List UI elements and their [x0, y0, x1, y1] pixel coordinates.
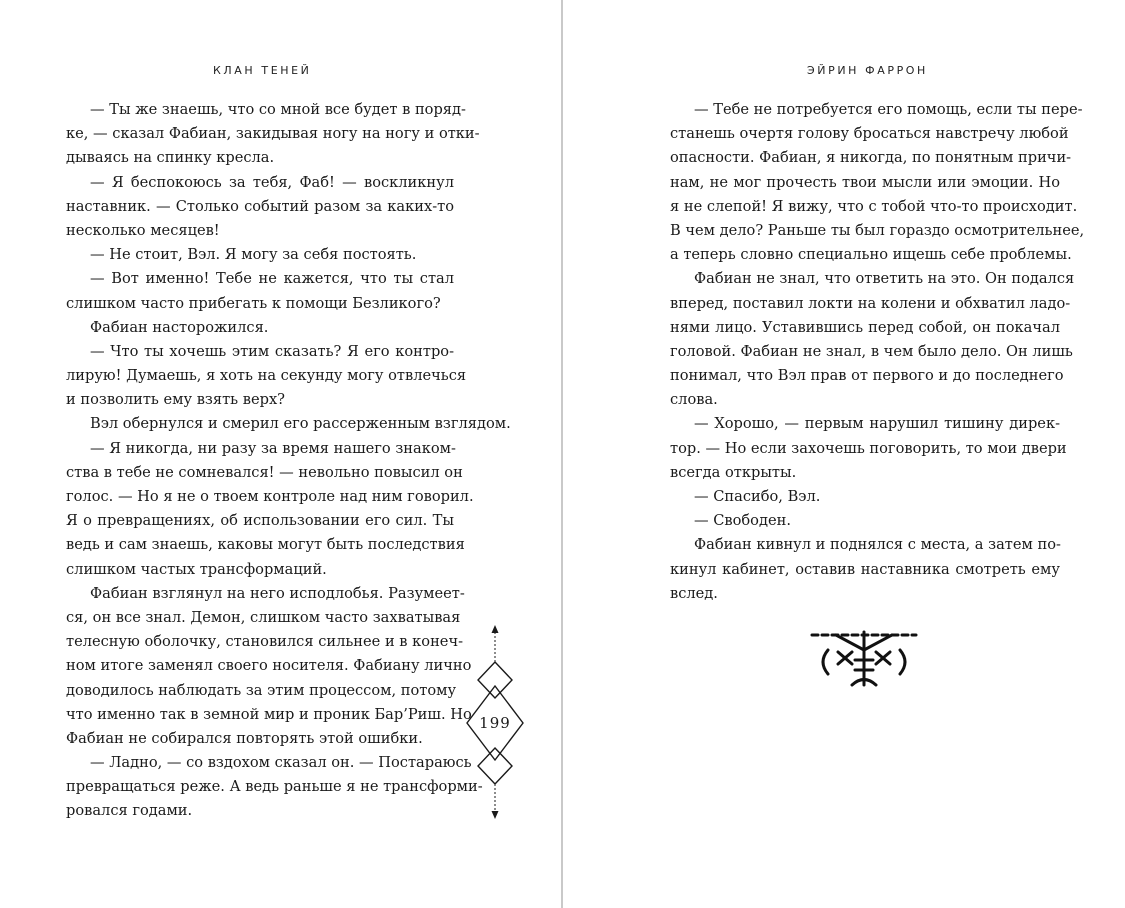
- text-line: ства в тебе не сомневался! — невольно повысил он: [66, 463, 463, 481]
- text-line: ровался годами.: [66, 802, 193, 820]
- text-line: слишком часто прибегать к помощи Безликого?: [66, 294, 441, 312]
- text-line: наставник. — Столько событий разом за каких-то: [66, 197, 454, 215]
- text-line: ся, он все знал. Демон, слишком часто захватывая: [66, 608, 461, 626]
- text-line: ведь и сам знаешь, каковы могут быть последствия: [66, 536, 465, 554]
- text-line: — Я никогда, ни разу за время нашего знаком-: [90, 439, 456, 457]
- running-head-right: ЭЙРИН ФАРРОН: [807, 64, 928, 77]
- text-line: — Не стоит, Вэл. Я могу за себя постоять.: [90, 246, 417, 264]
- text-line: нями лицо. Уставившись перед собой, он покачал: [670, 318, 1060, 336]
- right-page-text: [670, 98, 1085, 606]
- text-line: телесную оболочку, становился сильнее и в конеч-: [66, 633, 464, 651]
- text-line: я не слепой! Я вижу, что с тобой что-то происходит.: [670, 197, 1078, 215]
- text-line: а теперь словно специально ищешь себе проблемы.: [670, 246, 1072, 264]
- text-line: доводилось наблюдать за этим процессом, потому: [66, 681, 457, 699]
- page-gutter: [561, 0, 563, 908]
- text-line: Фабиан кивнул и поднялся с места, а затем по-: [694, 536, 1061, 554]
- text-line: Фабиан взглянул на него исподлобья. Разумеет-: [90, 584, 465, 602]
- text-line: вперед, поставил локти на колени и обхватил ладо-: [670, 294, 1071, 312]
- running-head-left: КЛАН ТЕНЕЙ: [213, 64, 312, 77]
- text-line: слова.: [670, 391, 718, 409]
- text-line: кинул кабинет, оставив наставника смотреть ему: [670, 560, 1060, 578]
- text-line: ном итоге заменял своего носителя. Фабиану лично: [66, 657, 472, 675]
- text-line: головой. Фабиан не знал, в чем было дело. Он лишь: [670, 342, 1073, 360]
- text-line: Вэл обернулся и смерил его рассерженным взглядом.: [90, 415, 511, 433]
- text-line: опасности. Фабиан, я никогда, по понятным причи-: [670, 149, 1072, 167]
- page-number-ornament: [466, 622, 524, 822]
- text-line: Я о превращениях, об использовании его сил. Ты: [66, 512, 454, 530]
- text-line: вслед.: [670, 584, 718, 602]
- text-line: всегда открыты.: [670, 463, 797, 481]
- text-line: — Свободен.: [694, 512, 791, 530]
- text-line: и позволить ему взять верх?: [66, 391, 285, 409]
- text-line: дываясь на спинку кресла.: [66, 149, 275, 167]
- text-line: ке, — сказал Фабиан, закидывая ногу на ногу и отки-: [66, 125, 480, 143]
- text-line: голос. — Но я не о твоем контроле над ним говорил.: [66, 488, 474, 505]
- text-line: — Вот именно! Тебе не кажется, что ты стал: [90, 270, 454, 288]
- text-line: Фабиан не собирался повторять этой ошибки.: [66, 729, 423, 747]
- text-line: В чем дело? Раньше ты был гораздо осмотрительнее,: [670, 221, 1085, 239]
- text-line: — Хорошо, — первым нарушил тишину дирек-: [694, 415, 1060, 433]
- text-line: — Ладно, — со вздохом сказал он. — Постараюсь: [90, 754, 472, 772]
- text-line: — Я беспокоюсь за тебя, Фаб! — воскликнул: [90, 173, 454, 191]
- text-line: понимал, что Вэл прав от первого и до последнего: [670, 367, 1064, 385]
- text-line: — Что ты хочешь этим сказать? Я его контро-: [90, 342, 454, 360]
- text-line: — Тебе не потребуется его помощь, если ты пере-: [694, 101, 1083, 118]
- text-line: — Спасибо, Вэл.: [694, 488, 821, 505]
- text-line: Фабиан не знал, что ответить на это. Он подался: [694, 270, 1075, 288]
- text-line: лирую! Думаешь, я хоть на секунду могу отвлечься: [66, 367, 467, 385]
- rune-ornament-icon: [808, 630, 920, 688]
- text-line: что именно так в земной мир и проник Бар’Риш. Но: [66, 705, 472, 723]
- page-number: 199: [479, 714, 511, 732]
- text-line: превращаться реже. А ведь раньше я не трансформи-: [66, 778, 483, 796]
- text-line: — Ты же знаешь, что со мной все будет в поряд-: [90, 101, 466, 118]
- text-line: Фабиан насторожился.: [90, 318, 269, 336]
- text-line: несколько месяцев!: [66, 221, 220, 239]
- text-line: слишком частых трансформаций.: [66, 560, 327, 578]
- text-line: станешь очертя голову бросаться навстречу любой: [670, 125, 1069, 143]
- text-line: нам, не мог прочесть твои мысли или эмоции. Но: [670, 173, 1060, 191]
- text-line: тор. — Но если захочешь поговорить, то мои двери: [670, 439, 1067, 457]
